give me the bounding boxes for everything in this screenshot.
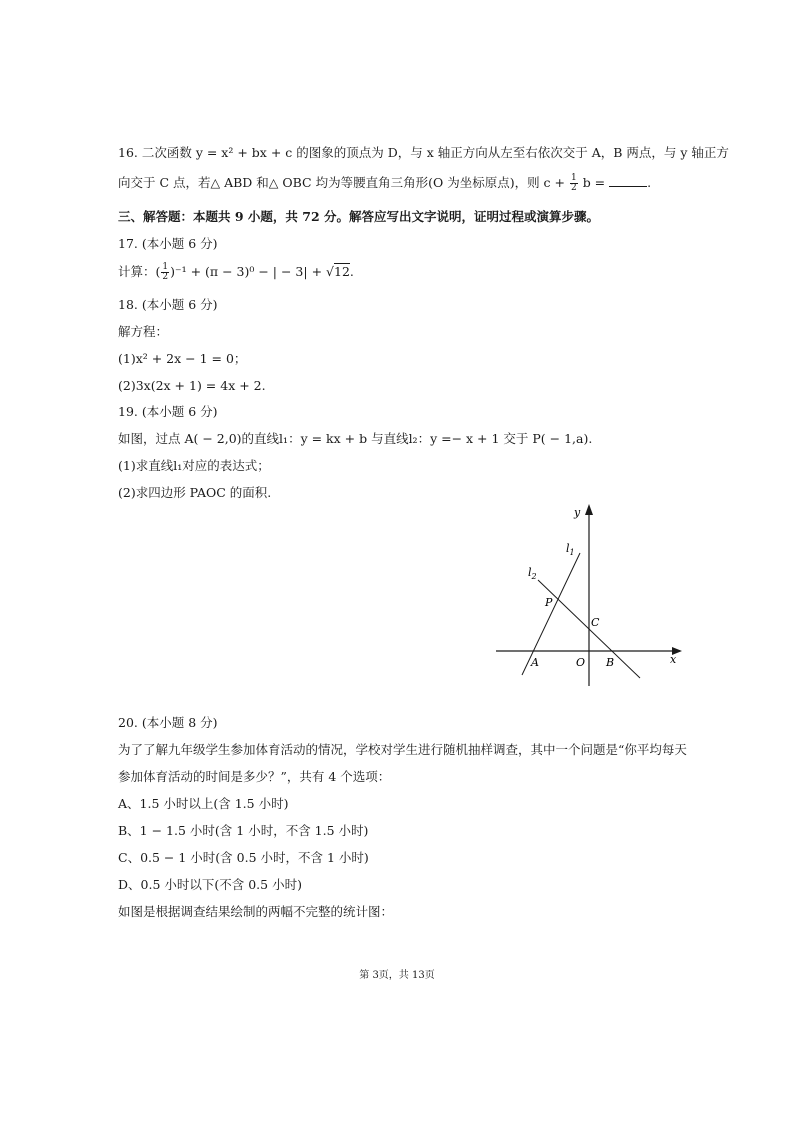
q20-option-b: B、1 − 1.5 小时(含 1 小时，不含 1.5 小时): [118, 823, 369, 838]
q16-line2: [118, 174, 651, 193]
q17-title: 17. (本小题 6 分): [118, 236, 218, 251]
label-B: B: [606, 656, 615, 669]
q20-intro-line1: 为了了解九年级学生参加体育活动的情况，学校对学生进行随机抽样调查，其中一个问题是“你平均每天: [118, 742, 687, 757]
y-axis-arrow-icon: [585, 504, 593, 515]
q18-title: 18. (本小题 6 分): [118, 297, 218, 312]
sqrt-argument: 12: [334, 264, 350, 279]
q16-line2-text: 向交于 C 点，若△ ABD 和△ OBC 均为等腰直角三角形(O 为坐标原点)，则 c +: [118, 175, 565, 190]
label-C: C: [591, 616, 600, 629]
q17-expression: [118, 263, 354, 282]
sqrt-sign: √: [326, 264, 334, 279]
q20-outro: 如图是根据调查结果绘制的两幅不完整的统计图：: [118, 904, 394, 919]
q16-fraction: $\frac{1}{2}$: [570, 173, 577, 193]
q17-expr: )⁻¹ + (π − 3)⁰ − | − 3| +: [170, 264, 327, 279]
q20-option-a: A、1.5 小时以上(含 1.5 小时): [118, 796, 289, 811]
q20-intro-line2: 参加体育活动的时间是多少？”，共有 4 个选项：: [118, 769, 391, 784]
coordinate-figure: [492, 500, 692, 690]
label-l1: $l_1$: [566, 542, 575, 557]
q16-answer-blank: [609, 174, 647, 187]
label-P: P: [545, 596, 553, 609]
q16-line1: 16. 二次函数 y = x² + bx + c 的图象的顶点为 D，与 x 轴正方向从左至右依次交于 A，B 两点，与 y 轴正方: [118, 145, 729, 160]
q16-line2-text-b: b =: [582, 175, 606, 190]
label-O: O: [576, 656, 586, 669]
q19-part2: (2)求四边形 PAOC 的面积.: [118, 485, 272, 500]
q17-fraction: $\frac{1}{2}$: [162, 262, 169, 282]
q18-part2: (2)3x(2x + 1) = 4x + 2.: [118, 378, 266, 393]
q19-intro: 如图，过点 A( − 2,0)的直线l₁：y = kx + b 与直线l₂：y =− x + 1 交于 P( − 1,a).: [118, 431, 593, 446]
page-footer: 第 3页，共 13页: [359, 970, 435, 981]
q19-part1: (1)求直线l₁对应的表达式；: [118, 458, 270, 473]
label-y: y: [574, 506, 581, 519]
section3-heading: 三、解答题：本题共 9 小题，共 72 分。解答应写出文字说明，证明过程或演算步骤。: [118, 209, 600, 224]
q17-prefix: 计算：(: [118, 264, 161, 279]
q18-part1: (1)x² + 2x − 1 = 0；: [118, 351, 247, 366]
q17-end: .: [349, 264, 354, 279]
q16-period: .: [647, 175, 652, 190]
q20-option-d: D、0.5 小时以下(不含 0.5 小时): [118, 877, 302, 892]
q20-option-c: C、0.5 − 1 小时(含 0.5 小时，不含 1 小时): [118, 850, 369, 865]
q18-intro: 解方程：: [118, 324, 169, 339]
label-l2: $l_2$: [528, 566, 537, 581]
q19-title: 19. (本小题 6 分): [118, 404, 218, 419]
label-x: x: [670, 653, 677, 666]
label-A: A: [531, 656, 539, 669]
q20-title: 20. (本小题 8 分): [118, 715, 218, 730]
